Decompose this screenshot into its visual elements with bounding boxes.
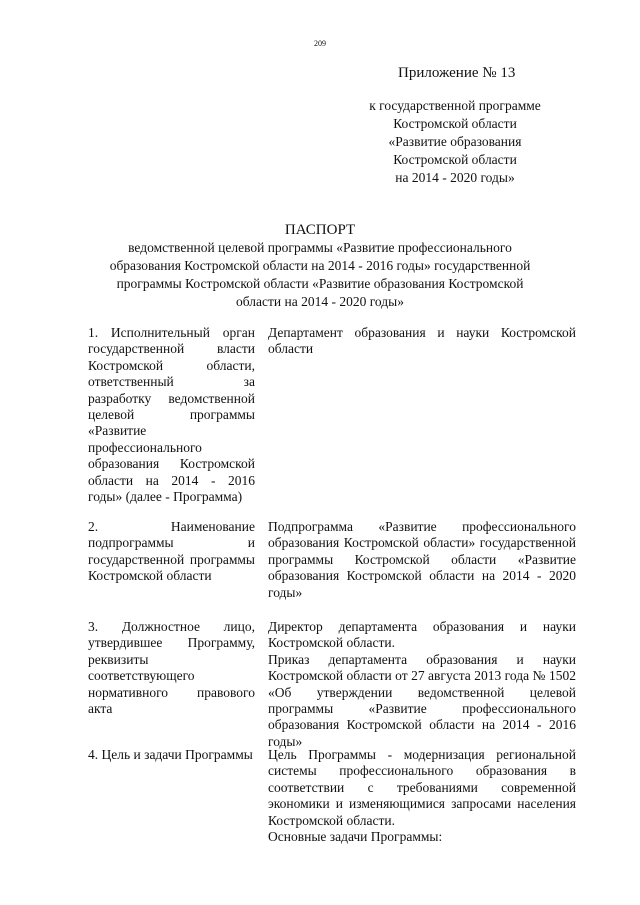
table-row <box>88 325 578 519</box>
row-value <box>268 619 576 747</box>
passport-subtitle <box>70 239 570 311</box>
row-value-paragraph: Департамент образования и науки Костромской области <box>268 325 576 357</box>
passport-subtitle-line: образования Костромской области на 2014 - 2016 годы» государственной <box>109 258 531 273</box>
row-value <box>268 747 576 867</box>
row-label: 2. Наименование подпрограммы и государственной программы Костромской области <box>88 519 255 584</box>
appendix-reference-line: к государственной программе <box>369 98 541 113</box>
row-label: 3. Должностное лицо, утвердившее Программу, реквизиты соответствующего нормативного правового акта <box>88 619 255 717</box>
row-value-paragraph: Основные задачи Программы: <box>268 829 443 845</box>
page-number: 209 <box>314 39 326 48</box>
appendix-reference-line: Костромской области <box>393 116 517 131</box>
passport-table <box>88 325 578 867</box>
row-value-paragraph: Директор департамента образования и науки Костромской области. <box>268 619 576 651</box>
table-row <box>88 519 578 619</box>
appendix-reference <box>330 97 580 187</box>
row-label: 4. Цель и задачи Программы <box>88 747 253 762</box>
appendix-reference-line: Костромской области <box>393 152 517 167</box>
passport-title: ПАСПОРТ <box>284 222 356 238</box>
passport-subtitle-line: ведомственной целевой программы «Развитие профессионального <box>128 240 512 255</box>
row-label: 1. Исполнительный орган государственной власти Костромской области, ответственный за разработку ведомственной целевой программы «Развитие профессионального образования Костромской области на 2014 - 2016 годы» (далее - Программа) <box>88 325 255 505</box>
passport-subtitle-line: области на 2014 - 2020 годы» <box>236 294 404 309</box>
row-value-paragraph: Приказ департамента образования и науки Костромской области от 27 августа 2013 года № 1502 «Об утверждении ведомственной целевой программы «Развитие профессионального образования Костромской области на 2014 - 2016 годы» <box>268 651 576 749</box>
row-value-paragraph: Цель Программы - модернизация региональной системы профессионального образования в соответствии с требованиями современной экономики и изменяющимися запросами населения Костромской области. <box>268 747 576 828</box>
row-value-paragraph: Подпрограмма «Развитие профессионального образования Костромской области» государственной программы Костромской области «Развитие образования Костромской области на 2014 - 2020 годы» <box>268 519 576 600</box>
appendix-reference-line: «Развитие образования <box>388 134 522 149</box>
row-value <box>268 325 576 519</box>
row-value <box>268 519 576 619</box>
appendix-title: Приложение № 13 <box>398 65 516 81</box>
appendix-reference-line: на 2014 - 2020 годы» <box>395 170 515 185</box>
table-row <box>88 619 578 747</box>
passport-subtitle-line: программы Костромской области «Развитие образования Костромской <box>116 276 524 291</box>
table-row <box>88 747 578 867</box>
